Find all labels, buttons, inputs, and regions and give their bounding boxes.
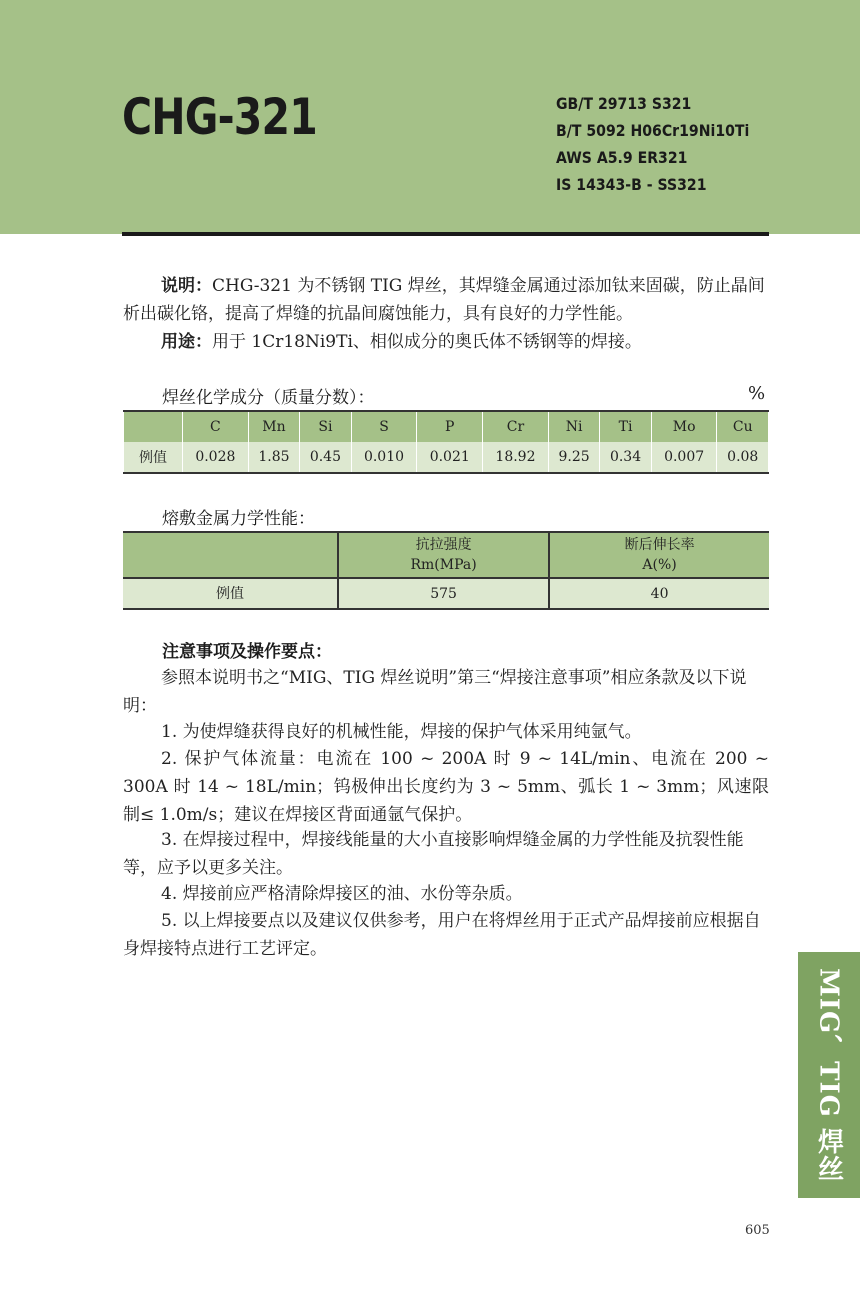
usage-text: 用于 1Cr18Ni9Ti、相似成分的奥氏体不锈钢等的焊接。: [212, 332, 642, 352]
column-header: Cr: [483, 411, 549, 442]
column-header: Ni: [548, 411, 599, 442]
table-cell: 0.08: [717, 442, 769, 473]
column-header: Cu: [717, 411, 769, 442]
table-corner-cell: [123, 532, 338, 578]
table-cell: 9.25: [548, 442, 599, 473]
column-header: [338, 532, 549, 578]
mechanical-heading: 熔敷金属力学性能：: [162, 509, 315, 529]
description-paragraph: [123, 272, 769, 328]
table-cell: 0.021: [417, 442, 483, 473]
side-tab-label: MIG、TIG 焊丝: [813, 968, 844, 1182]
note-item: 3. 在焊接过程中，焊接线能量的大小直接影响焊缝金属的力学性能及抗裂性能等，应予以更多关注。: [123, 830, 744, 878]
table-cell: 0.45: [300, 442, 351, 473]
header-divider: [122, 232, 769, 236]
column-unit: A(%): [642, 557, 677, 573]
column-header: Ti: [600, 411, 651, 442]
standard-item: AWS A5.9 ER321: [556, 148, 688, 167]
column-name: 抗拉强度: [415, 537, 472, 553]
table-row: [123, 578, 769, 609]
product-title: CHG-321: [122, 88, 317, 146]
notes-heading: 注意事项及操作要点：: [162, 642, 332, 662]
header-band: [0, 0, 860, 234]
notes-intro: 参照本说明书之“MIG、TIG 焊丝说明”第三“焊接注意事项”相应条款及以下说明：: [123, 668, 747, 716]
chemical-header-row: [124, 411, 769, 442]
mechanical-header-row: [123, 532, 769, 578]
note-item: 1. 为使焊缝获得良好的机械性能，焊接的保护气体采用纯氩气。: [161, 722, 642, 742]
table-cell: 18.92: [483, 442, 549, 473]
row-label: 例值: [216, 585, 244, 602]
chemical-unit: %: [748, 383, 766, 404]
standard-item: B/T 5092 H06Cr19Ni10Ti: [556, 121, 750, 140]
column-header: [549, 532, 769, 578]
table-corner-cell: [124, 411, 183, 442]
table-cell: 0.34: [600, 442, 651, 473]
table-cell: 575: [338, 578, 549, 609]
note-item: 5. 以上焊接要点以及建议仅供参考，用户在将焊丝用于正式产品焊接前应根据自身焊接特点进行工艺评定。: [123, 911, 761, 959]
side-tab: [798, 952, 860, 1198]
page-number: 605: [745, 1223, 770, 1238]
standard-item: IS 14343-B - SS321: [556, 175, 707, 194]
column-header: S: [351, 411, 417, 442]
row-label: 例值: [124, 442, 183, 473]
column-name: 断后伸长率: [624, 537, 695, 553]
usage-paragraph: [123, 328, 769, 356]
table-cell: 1.85: [248, 442, 299, 473]
column-header: P: [417, 411, 483, 442]
table-cell: 40: [549, 578, 769, 609]
description-label: 说明：: [161, 276, 212, 296]
chemical-heading: 焊丝化学成分（质量分数）：: [162, 388, 375, 408]
column-header: Si: [300, 411, 351, 442]
usage-label: 用途：: [161, 332, 212, 352]
mechanical-table: [123, 531, 769, 610]
standards-list: [556, 90, 749, 198]
column-header: Mn: [248, 411, 299, 442]
column-unit: Rm(MPa): [410, 557, 477, 573]
table-row: [124, 442, 769, 473]
column-header: C: [183, 411, 249, 442]
description-text: CHG-321 为不锈钢 TIG 焊丝，其焊缝金属通过添加钛来固碳，防止晶间析出碳化铬，提高了焊缝的抗晶间腐蚀能力，具有良好的力学性能。: [123, 276, 765, 324]
table-cell: 0.010: [351, 442, 417, 473]
note-item: 2. 保护气体流量：电流在 100 ~ 200A 时 9 ~ 14L/min、电流在 200 ~ 300A 时 14 ~ 18L/min；钨极伸出长度约为 3 ~ 5mm、弧长 1 ~ 3mm；风速限制≤ 1.0m/s；建议在焊接区背面通氩气保护。: [123, 749, 769, 825]
chemical-table: [123, 410, 769, 474]
standard-item: GB/T 29713 S321: [556, 94, 692, 113]
table-cell: 0.028: [183, 442, 249, 473]
table-cell: 0.007: [651, 442, 717, 473]
column-header: Mo: [651, 411, 717, 442]
note-item: 4. 焊接前应严格清除焊接区的油、水份等杂质。: [161, 884, 523, 904]
